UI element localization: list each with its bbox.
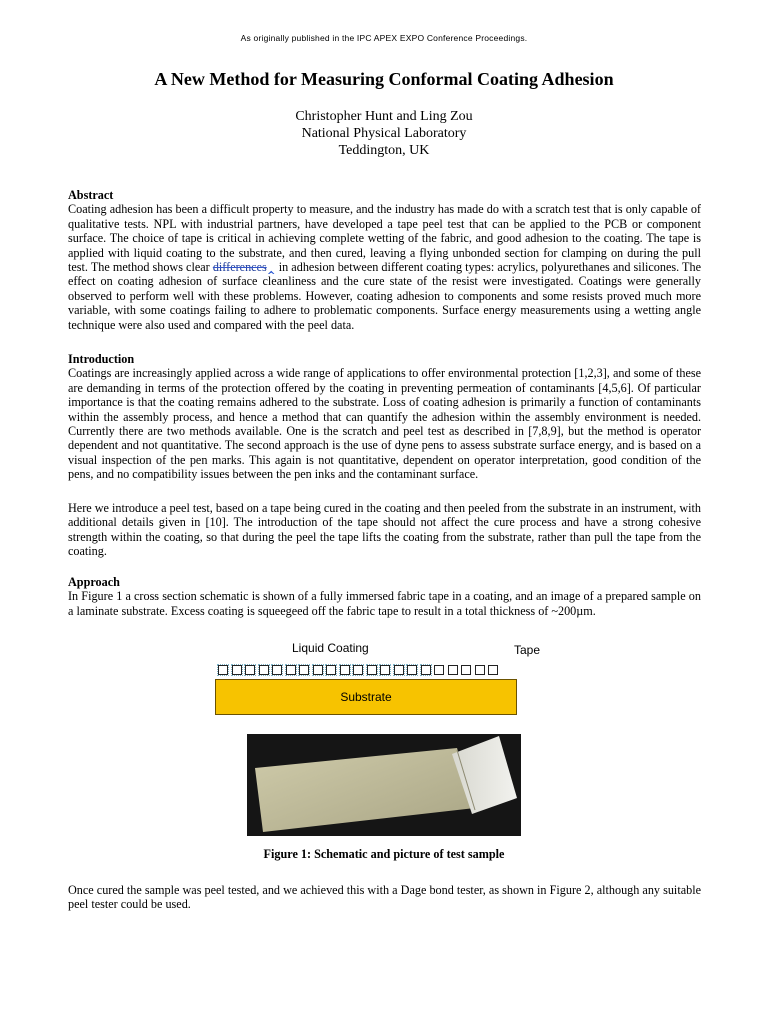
approach-section [68,575,701,618]
tape-fibre [488,665,498,675]
tape-fibre [434,665,444,675]
coated-tape-fibre [259,665,269,675]
figure-caption: Figure 1: Schematic and picture of test sample [263,847,505,861]
tape-fibre [448,665,458,675]
abstract-text-part1: Coating adhesion has been a difficult property to measure, and the industry has made do with a scratch test that is only capable of qualitative tests. NPL with industrial partners, have developed a tape peel test that can be applied to the PCB or component surface. The choice of tape is critical in achieving complete wetting of the fabric, and good adhesion to the coating. The tape is applied with liquid coating to the substrate, and then cured, leaving a flying unbonded section for clamping on during the pull test. The method shows clear [68,202,701,275]
abstract-text [68,202,701,332]
paper-title: A New Method for Measuring Conformal Coating Adhesion [154,69,614,89]
coated-tape-fibre [367,665,377,675]
coated-tape-fibre [394,665,404,675]
coated-tape-fibre [353,665,363,675]
coated-tape-fibre [421,665,431,675]
author-names: Christopher Hunt and Ling Zou [295,109,473,124]
coated-tape-fibre [286,665,296,675]
coated-tape-fibre [380,665,390,675]
abstract-text-part2: in adhesion between different coating types: acrylics, polyurethanes and silicones. The effect on coating adhesion of surface cleanliness and the cure state of the resist were investigated. Coatings were generally observed to perform well with these problems. However, coating adhesion to components and some resists proved much more variable, with some coatings failing to adhere to problematic components. Surface energy measurements using a wetting angle technique were also used and compared with the peel data. [68,260,702,332]
substrate-block [215,679,517,715]
coated-tape-fibre [326,665,336,675]
approach-heading: Approach [68,575,120,589]
introduction-heading: Introduction [68,352,135,366]
tape-fibre [475,665,485,675]
tape-label: Tape [514,643,541,657]
coated-tape-fibre [272,665,282,675]
tracked-change-word: differences [212,260,267,275]
author-affiliation: National Physical Laboratory [301,126,467,141]
approach-paragraph: In Figure 1 a cross section schematic is shown of a fully immersed fabric tape in a coating, and an image of a prepared sample on a laminate substrate. Excess coating is squeegeed off the fabric tape to result in a total thickness of ~200µm. [68,589,701,618]
introduction-paragraph-2: Here we introduce a peel test, based on a tape being cured in the coating and then peeled from the substrate in an instrument, with additional details given in [10]. The introduction of the tape should not affect the cure process and have a strong cohesive strength within the coating, so that during the peel the tape lifts the coating from the substrate, rather than pull the tape from the coating. [68,501,701,559]
coated-tape-fibre [299,665,309,675]
author-block [0,108,768,159]
sample-photo-drawing [247,734,521,836]
abstract-heading: Abstract [68,188,114,202]
coated-tape-fibre [313,665,323,675]
coated-tape-fibre [245,665,255,675]
insertion-caret-icon: ‸ [266,260,276,275]
sample-photo [247,734,521,836]
proceedings-banner: As originally published in the IPC APEX EXPO Conference Proceedings. [240,33,528,43]
coated-tape-fibre [232,665,242,675]
coated-tape-fibre [218,665,228,675]
substrate-label: Substrate [340,690,392,704]
introduction-section [68,352,701,482]
abstract-section [68,188,701,332]
liquid-coating-label: Liquid Coating [292,641,369,655]
coated-tape-fibre [407,665,417,675]
closing-paragraph: Once cured the sample was peel tested, and we achieved this with a Dage bond tester, as shown in Figure 2, although any suitable peel tester could be used. [68,883,701,912]
author-location: Teddington, UK [338,143,430,158]
introduction-paragraph-1: Coatings are increasingly applied across a wide range of applications to offer environmental protection [1,2,3], and some of these are demanding in terms of the protection offered by the coating in preventing permeation of contaminants [4,5,6]. Of particular importance is that the coating remains adhered to the substrate. Loss of coating adhesion is primarily a function of contaminants within the assembly process, and hence a method that can quantify the adhesion within the assembly environment is needed. Currently there are two methods available. One is the scratch and peel test as described in [7,8,9], but the method is operator dependent and not quantitative. The second approach is the use of dyne pens to assess substrate surface energy, and is based on a visual inspection of the pen marks. This again is not quantitative, dependent on operator interpretation, good condition of the pens, and no compatibility issues between the pen inks and the contaminant surface. [68,366,701,482]
coated-tape-fibre [340,665,350,675]
tape-fibre [461,665,471,675]
